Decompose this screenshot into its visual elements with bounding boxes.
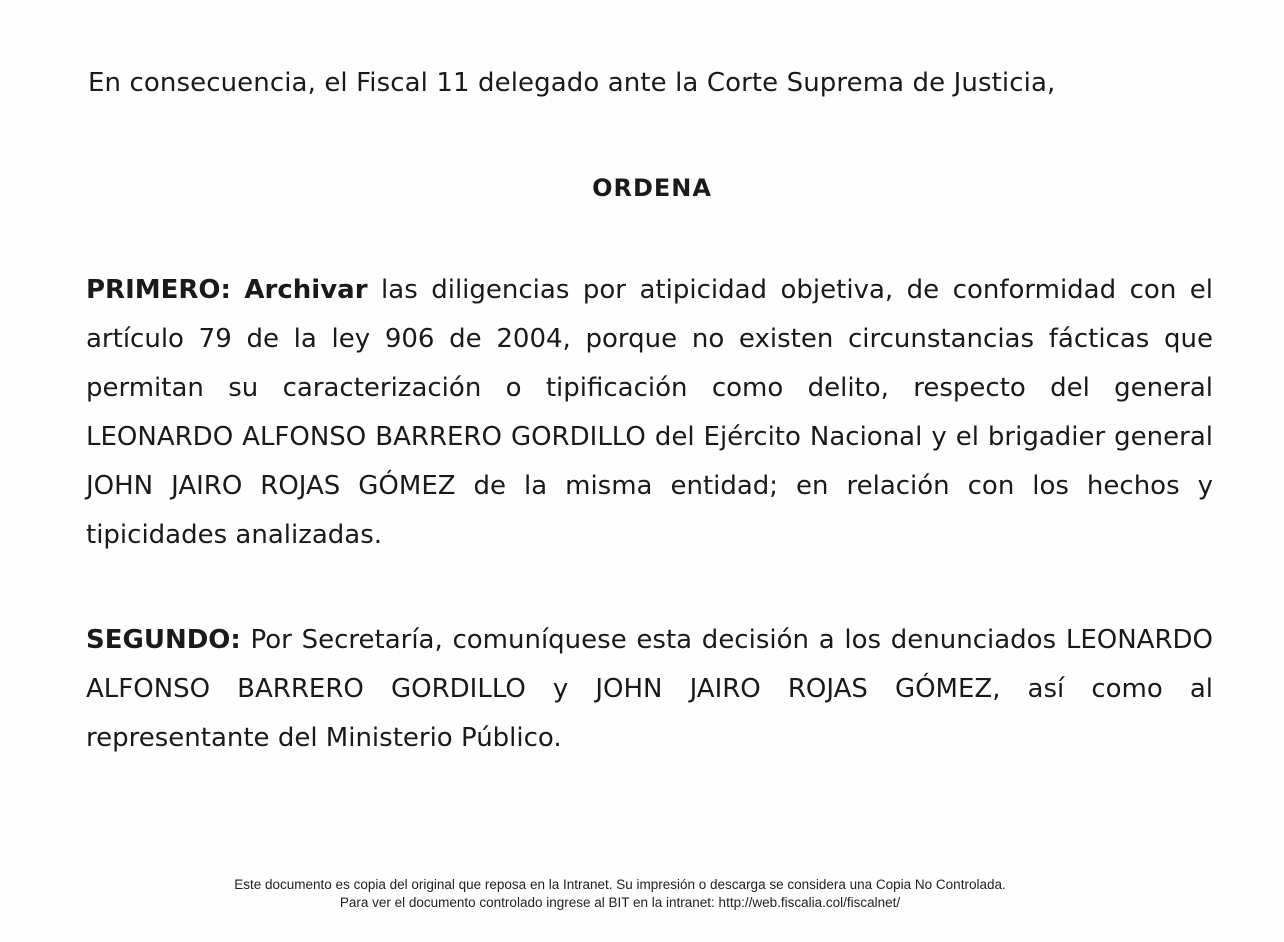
primero-action: Archivar xyxy=(244,275,368,305)
primero-paragraph xyxy=(86,266,1213,560)
footer-line-1: Este documento es copia del original que reposa en la Intranet. Su impresión o descarga se considera una Copia No Controlada. xyxy=(234,877,1006,892)
footer-notice xyxy=(0,876,1240,912)
intro-text: En consecuencia, el Fiscal 11 delegado ante la Corte Suprema de Justicia, xyxy=(88,68,1056,98)
segundo-text: Por Secretaría, comuníquese esta decisión a los denunciados LEONARDO ALFONSO BARRERO GORDILLO y JOHN JAIRO ROJAS GÓMEZ, así como al representante del Ministerio Público. xyxy=(86,625,1213,753)
primero-label: PRIMERO: xyxy=(86,275,231,305)
primero-text: las diligencias por atipicidad objetiva, de conformidad con el artículo 79 de la ley 906 de 2004, porque no existen circunstancias fácticas que permitan su caracterización o tipificación como delito, respecto del general LEONARDO ALFONSO BARRERO GORDILLO del Ejército Nacional y el brigadier general JOHN JAIRO ROJAS GÓMEZ de la misma entidad; en relación con los hechos y tipicidades analizadas. xyxy=(86,275,1214,550)
segundo-label: SEGUNDO: xyxy=(86,625,241,655)
segundo-paragraph xyxy=(86,616,1213,763)
footer-line-2: Para ver el documento controlado ingrese al BIT en la intranet: http://web.fiscalia.col/fiscalnet/ xyxy=(339,895,901,910)
section-heading: ORDENA xyxy=(592,174,712,202)
